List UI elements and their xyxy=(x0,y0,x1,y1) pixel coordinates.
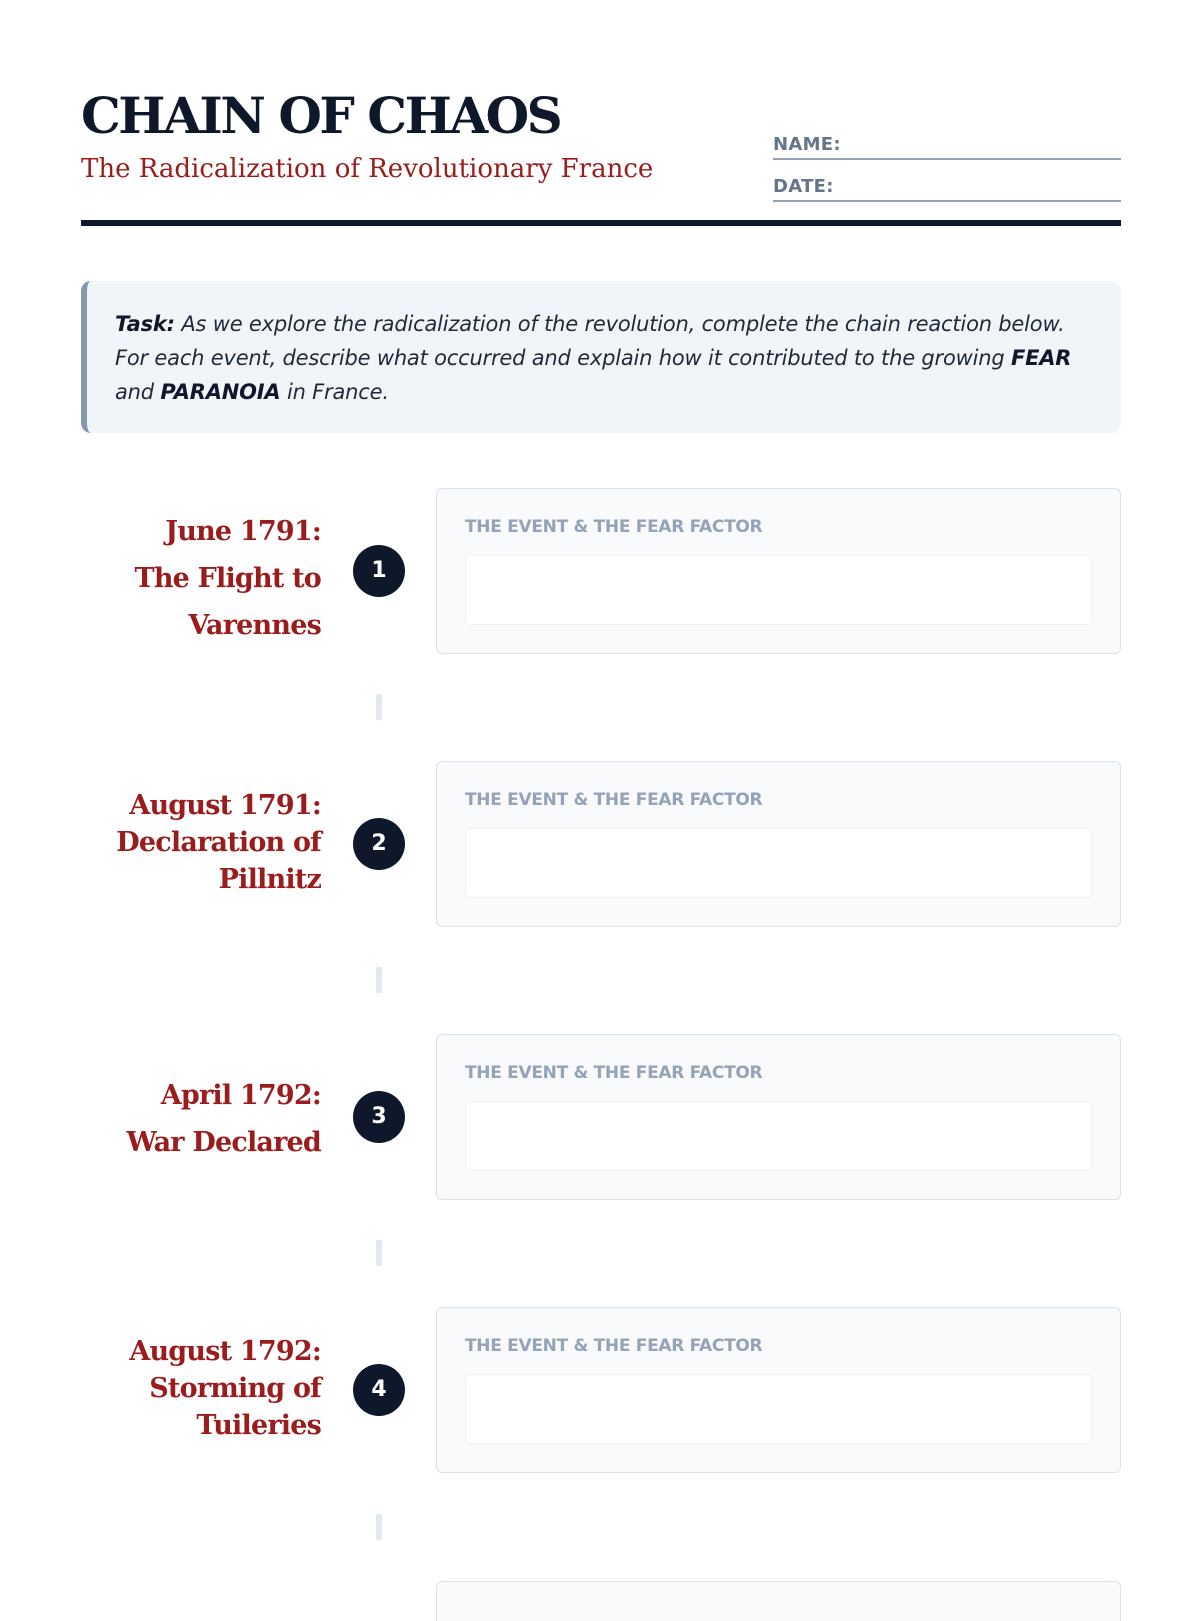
student-info xyxy=(773,120,1121,204)
timeline-step-2 xyxy=(81,761,1121,929)
timeline-step-4 xyxy=(81,1307,1121,1475)
task-text-1: As we explore the radicalization of the revolution, complete the chain reaction below. For each event, describe what occurred and explain how it contributed to the growing xyxy=(115,312,1065,370)
timeline-connector xyxy=(376,694,382,720)
step-4-answer-card xyxy=(436,1307,1121,1473)
step-1-title xyxy=(81,508,321,649)
step-2-answer-card xyxy=(436,761,1121,927)
step-1-event: The Flight to Varennes xyxy=(134,563,321,641)
step-3-card-label: THE EVENT & THE FEAR FACTOR xyxy=(465,1063,763,1083)
name-field[interactable] xyxy=(773,120,1121,160)
step-3-answer-card xyxy=(436,1034,1121,1200)
task-box xyxy=(81,281,1121,433)
step-2-event: Declaration of Pillnitz xyxy=(116,827,321,895)
step-3-title xyxy=(81,1072,321,1166)
step-2-answer-input[interactable] xyxy=(465,828,1092,898)
step-4-card-label: THE EVENT & THE FEAR FACTOR xyxy=(465,1336,763,1356)
page-subtitle: The Radicalization of Revolutionary France xyxy=(81,154,654,184)
header-divider xyxy=(81,220,1121,226)
timeline-connector xyxy=(376,1240,382,1266)
task-paranoia: PARANOIA xyxy=(160,380,281,404)
step-1-card-label: THE EVENT & THE FEAR FACTOR xyxy=(465,517,763,537)
task-fear: FEAR xyxy=(1010,346,1072,370)
page-title: CHAIN OF CHAOS xyxy=(81,86,561,145)
step-2-title xyxy=(81,787,321,898)
task-text-2: in France. xyxy=(286,380,389,404)
step-3-date: April 1792: xyxy=(160,1080,321,1111)
date-label: DATE: xyxy=(773,176,834,197)
step-5-answer-card xyxy=(436,1581,1121,1621)
step-1-number-badge: 1 xyxy=(353,545,405,597)
timeline-connector xyxy=(376,1514,382,1540)
step-1-date: June 1791: xyxy=(165,516,321,547)
timeline-step-1 xyxy=(81,488,1121,656)
step-1-answer-input[interactable] xyxy=(465,555,1092,625)
step-3-number-badge: 3 xyxy=(353,1091,405,1143)
name-label: NAME: xyxy=(773,134,841,155)
step-3-event: War Declared xyxy=(126,1127,321,1158)
timeline-connector xyxy=(376,967,382,993)
worksheet-header xyxy=(81,86,1121,226)
step-4-title xyxy=(81,1333,321,1444)
step-4-answer-input[interactable] xyxy=(465,1374,1092,1444)
task-label: Task: xyxy=(115,312,175,336)
step-4-date: August 1792: xyxy=(129,1336,321,1367)
task-and: and xyxy=(115,380,154,404)
step-2-card-label: THE EVENT & THE FEAR FACTOR xyxy=(465,790,763,810)
step-2-date: August 1791: xyxy=(129,790,321,821)
date-field[interactable] xyxy=(773,162,1121,202)
step-4-event: Storming of Tuileries xyxy=(149,1373,321,1441)
step-1-answer-card xyxy=(436,488,1121,654)
timeline-step-3 xyxy=(81,1034,1121,1202)
step-2-number-badge: 2 xyxy=(353,818,405,870)
step-3-answer-input[interactable] xyxy=(465,1101,1092,1171)
worksheet-page xyxy=(81,0,1121,1600)
step-4-number-badge: 4 xyxy=(353,1364,405,1416)
task-instructions xyxy=(115,307,1093,409)
